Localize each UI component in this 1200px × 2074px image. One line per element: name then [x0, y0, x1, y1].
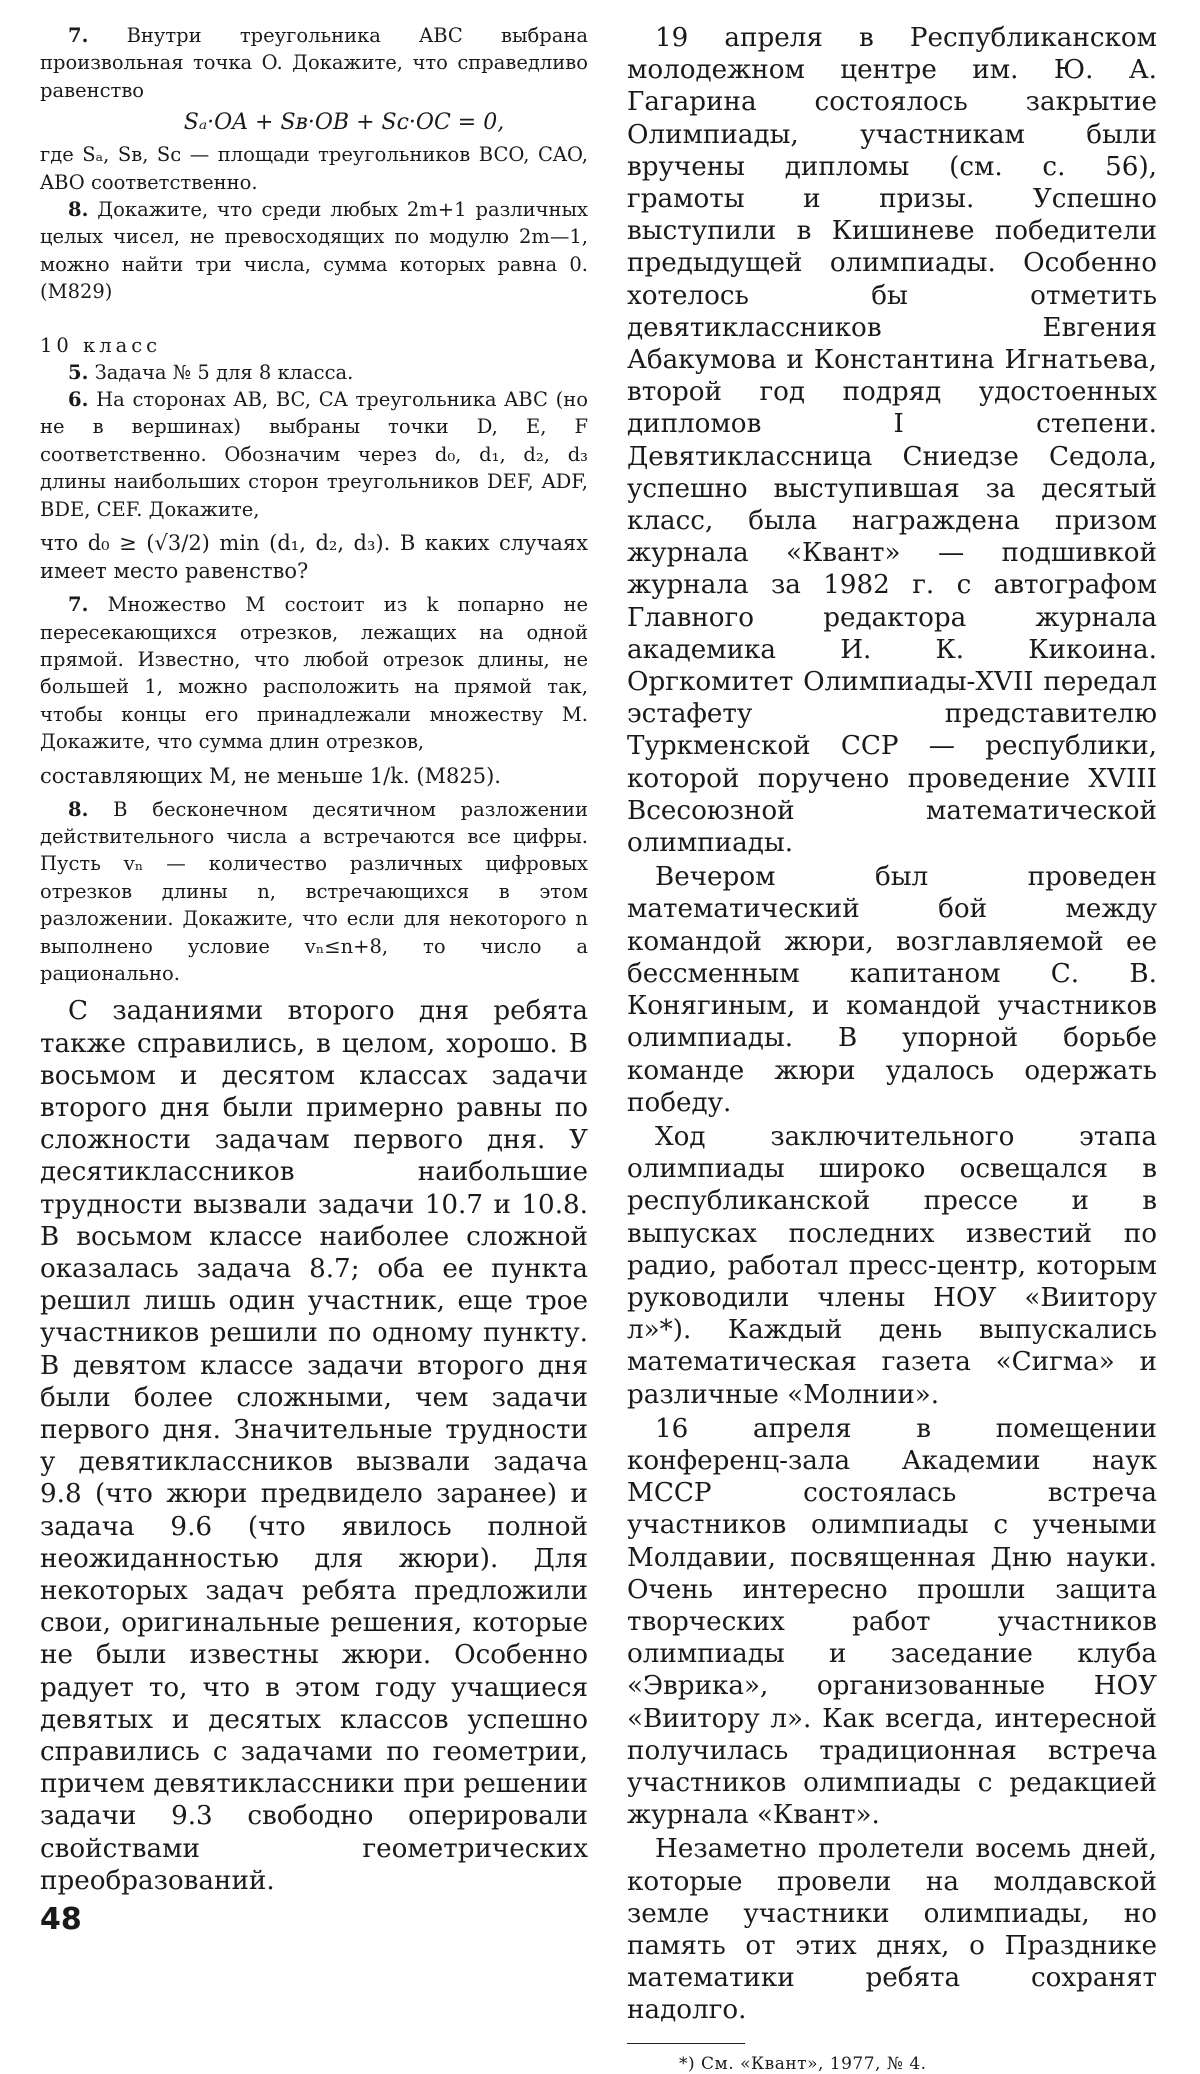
problem-8 — [40, 196, 588, 306]
vector-equation: Sₐ·OA + Sʙ·OB + Sᴄ·OC = 0, — [183, 110, 505, 136]
article-paragraph: 16 апреля в помещении конференц-зала Академии наук МССР состоялась встреча участников олимпиады с учеными Молдавии, посвященная Дню науки. Очень интересно прошли защита творческих работ участников олимпиады и заседание клуба «Эврика», организованные НОУ «Виитору л». Как всегда, интересной получилась традиционная встреча участников олимпиады с редакцией журнала «Квант». — [627, 1413, 1157, 1831]
article-paragraph: Ход заключительного этапа олимпиады широко освещался в республиканской прессе и в выпусках последних известий по радио, работал пресс-центр, которым руководили члены НОУ «Виитору л»*). Каждый день выпускались математическая газета «Сигма» и различные «Молнии». — [627, 1121, 1157, 1410]
problem-number: 8. — [68, 198, 89, 222]
footnote: *) См. «Квант», 1977, № 4. — [679, 2053, 927, 2074]
problem-number: 7. — [68, 24, 89, 47]
left-column — [40, 22, 588, 1897]
problem-text: Внутри треугольника ABC выбрана произвольная точка O. Докажите, что справедливо равенство — [40, 24, 588, 102]
problem-text: Множество M состоит из k попарно не пересекающихся отрезков, лежащих на одной прямой. Известно, что любой отрезок длины, не большей 1, можно расположить на прямой так, чтобы концы его принадлежали множеству M. Докажите, что сумма длин отрезков, — [40, 593, 588, 754]
right-column — [627, 22, 1157, 2074]
problem-10-7-formula: составляющих M, не меньше 1/k. (М825). — [40, 763, 501, 788]
problem-text: В бесконечном десятичном разложении действительного числа a встречаются все цифры. Пусть vₙ — количество различных цифровых отрезков длины n, встречающихся в этом разложении. Докажите, что если для некоторого n выполнено условие vₙ≤n+8, то число a рационально. — [40, 797, 588, 985]
problem-text: Докажите, что среди любых 2m+1 различных целых чисел, не превосходящих по модулю 2m—1, можно найти три числа, сумма которых равна 0. (М829) — [40, 198, 588, 304]
footnote-divider — [627, 2043, 745, 2044]
problem-text: Задача № 5 для 8 класса. — [94, 360, 354, 384]
problem-text: На сторонах AB, BC, CA треугольника ABC (но не в вершинах) выбраны точки D, E, F соответственно. Обозначим через d₀, d₁, d₂, d₃ длины наибольших сторон треугольников DEF, ADF, BDE, CEF. Докажите, — [40, 388, 588, 521]
problem-number: 6. — [68, 388, 89, 412]
problem-10-5 — [40, 359, 588, 386]
grade-heading: 10 класс — [40, 333, 162, 357]
article-body-left: С заданиями второго дня ребята также справились, в целом, хорошо. В восьмом и десятом классах задачи второго дня были примерно равны по сложности задачам первого дня. У десятиклассников наибольшие трудности вызвали задачи 10.7 и 10.8. В восьмом классе наиболее сложной оказалась задача 8.7; оба ее пункта решил лишь один участник, еще трое участников решили по одному пункту. В девятом классе задачи второго дня были более сложными, чем задачи первого дня. Значительные трудности у девятиклассников вызвали задача 9.8 (что жюри предвидело заранее) и задача 9.6 (что явилось полной неожиданностью для жюри). Для некоторых задач ребята предложили свои, оригинальные решения, которые не были известны жюри. Особенно радует то, что в этом году учащиеся девятых и десятых классов успешно справились с задачами по геометрии, причем девятиклассники при решении задачи 9.3 свободно оперировали свойствами геометрических преобразований. — [40, 996, 588, 1896]
problem-10-8 — [40, 796, 588, 988]
problem-10-6 — [40, 386, 588, 523]
problem-7 — [40, 22, 588, 104]
problem-10-6-formula: что d₀ ≥ (√3/2) min (d₁, d₂, d₃). В каких случаях имеет место равенство? — [40, 531, 588, 584]
problem-10-7 — [40, 591, 588, 755]
article-paragraph: 19 апреля в Республиканском молодежном центре им. Ю. А. Гагарина состоялось закрытие Олимпиады, участникам были вручены дипломы (см. с. 56), грамоты и призы. Успешно выступили в Кишиневе победители предыдущей олимпиады. Особенно хотелось бы отметить девятиклассников Евгения Абакумова и Константина Игнатьева, второй год подряд удостоенных дипломов I степени. Девятиклассница Сниедзе Седола, успешно выступившая за десятый класс, была награждена призом журнала «Квант» — подшивкой журнала за 1982 г. с автографом Главного редактора журнала академика И. К. Кикоина. Оргкомитет Олимпиады-XVII передал эстафету представителю Туркменской ССР — республики, которой поручено проведение XVIII Всесоюзной математической олимпиады. — [627, 23, 1157, 859]
article-paragraph: Вечером был проведен математический бой между командой жюри, возглавляемой ее бессменным капитаном С. В. Конягиным, и командой участников олимпиады. В упорной борьбе команде жюри удалось одержать победу. — [627, 862, 1157, 1118]
article-paragraph: Незаметно пролетели восемь дней, которые провели на молдавской земле участники олимпиады, но память от этих днях, о Празднике математики ребята сохранят надолго. — [627, 1834, 1157, 2026]
problem-number: 7. — [68, 593, 89, 617]
problem-number: 5. — [68, 360, 89, 384]
problem-number: 8. — [68, 797, 89, 821]
page-number: 48 — [40, 1902, 82, 1937]
problem-7-after: где Sₐ, Sʙ, Sᴄ — площади треугольников BCO, CAO, ABO соответственно. — [40, 143, 588, 194]
